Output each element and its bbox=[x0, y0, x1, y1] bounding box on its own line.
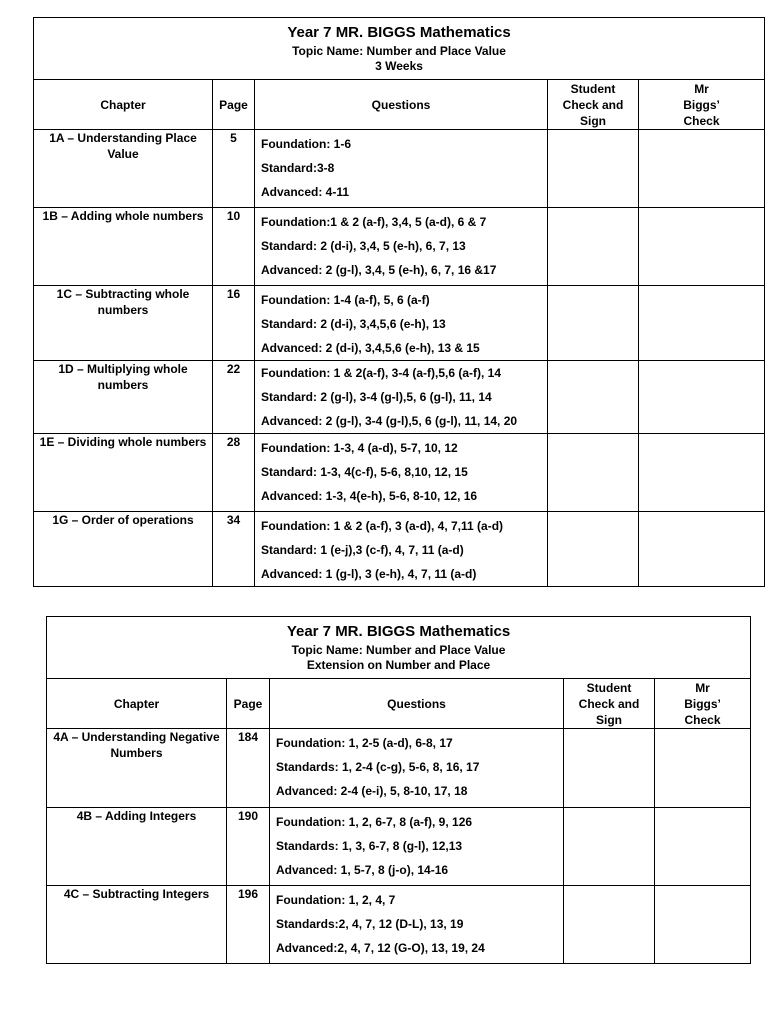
questions-cell bbox=[270, 808, 564, 886]
student-check-box[interactable] bbox=[548, 208, 639, 286]
header-teacher-check-line-3: Check bbox=[684, 712, 721, 727]
questions-cell bbox=[255, 286, 548, 361]
header-student-check-line-1: Student bbox=[586, 680, 632, 695]
standard-questions: Standard: 2 (d-i), 3,4,5,6 (e-h), 13 bbox=[261, 317, 446, 331]
header-teacher-check-line-2: Biggs’ bbox=[684, 696, 721, 711]
table-row bbox=[34, 512, 765, 587]
foundation-questions: Foundation: 1 & 2(a-f), 3-4 (a-f),5,6 (a-f), 14 bbox=[261, 366, 502, 380]
advanced-questions: Advanced: 2 (g-l), 3-4 (g-l),5, 6 (g-l), 11, 14, 20 bbox=[261, 414, 518, 428]
advanced-questions: Advanced: 4-11 bbox=[261, 185, 350, 199]
header-teacher-check bbox=[655, 679, 751, 729]
header-chapter: Chapter bbox=[47, 679, 227, 729]
table-row bbox=[34, 434, 765, 512]
header-row bbox=[47, 679, 751, 729]
chapter-cell: 1C – Subtracting whole numbers bbox=[34, 286, 213, 361]
standard-questions: Standard:3-8 bbox=[261, 161, 335, 175]
page-cell: 16 bbox=[213, 286, 255, 361]
table-row bbox=[34, 130, 765, 208]
teacher-check-box[interactable] bbox=[655, 808, 751, 886]
header-student-check-line-2: Check and bbox=[562, 97, 624, 112]
standard-questions: Standard: 1-3, 4(c-f), 5-6, 8,10, 12, 15 bbox=[261, 465, 468, 479]
table-row bbox=[47, 808, 751, 886]
foundation-questions: Foundation: 1-4 (a-f), 5, 6 (a-f) bbox=[261, 293, 430, 307]
header-student-check-line-3: Sign bbox=[596, 712, 622, 727]
standard-questions: Standards: 1, 3, 6-7, 8 (g-l), 12,13 bbox=[276, 839, 463, 853]
page-cell: 22 bbox=[213, 361, 255, 434]
header-teacher-check-line-1: Mr bbox=[694, 81, 709, 96]
page-cell: 5 bbox=[213, 130, 255, 208]
student-check-box[interactable] bbox=[548, 434, 639, 512]
title-cell bbox=[47, 617, 751, 679]
header-student-check-line-3: Sign bbox=[580, 113, 606, 128]
header-student-check bbox=[548, 80, 639, 130]
teacher-check-box[interactable] bbox=[655, 886, 751, 964]
teacher-check-box[interactable] bbox=[639, 512, 765, 587]
header-questions: Questions bbox=[255, 80, 548, 130]
topic-extension: Extension on Number and Place bbox=[306, 658, 491, 672]
teacher-check-box[interactable] bbox=[639, 361, 765, 434]
student-check-box[interactable] bbox=[548, 361, 639, 434]
header-chapter: Chapter bbox=[34, 80, 213, 130]
table-row bbox=[34, 286, 765, 361]
title-cell bbox=[34, 18, 765, 80]
sheet-title: Year 7 MR. BIGGS Mathematics bbox=[286, 623, 511, 640]
foundation-questions: Foundation: 1, 2, 4, 7 bbox=[276, 893, 396, 907]
teacher-check-box[interactable] bbox=[639, 434, 765, 512]
header-teacher-check bbox=[639, 80, 765, 130]
page-cell: 28 bbox=[213, 434, 255, 512]
foundation-questions: Foundation: 1-3, 4 (a-d), 5-7, 10, 12 bbox=[261, 441, 458, 455]
chapter-cell: 4C – Subtracting Integers bbox=[47, 886, 227, 964]
advanced-questions: Advanced: 2-4 (e-i), 5, 8-10, 17, 18 bbox=[276, 784, 468, 798]
teacher-check-box[interactable] bbox=[655, 729, 751, 808]
chapter-cell: 1E – Dividing whole numbers bbox=[34, 434, 213, 512]
page-cell: 190 bbox=[227, 808, 270, 886]
page-cell: 10 bbox=[213, 208, 255, 286]
worksheet-table-2 bbox=[46, 616, 751, 964]
chapter-cell: 1B – Adding whole numbers bbox=[34, 208, 213, 286]
advanced-questions: Advanced: 1, 5-7, 8 (j-o), 14-16 bbox=[276, 863, 449, 877]
topic-duration: 3 Weeks bbox=[375, 59, 423, 73]
advanced-questions: Advanced: 2 (d-i), 3,4,5,6 (e-h), 13 & 15 bbox=[261, 341, 480, 355]
chapter-cell: 1D – Multiplying whole numbers bbox=[34, 361, 213, 434]
sheet-title: Year 7 MR. BIGGS Mathematics bbox=[287, 24, 511, 41]
questions-cell bbox=[255, 130, 548, 208]
page-cell: 34 bbox=[213, 512, 255, 587]
header-page: Page bbox=[213, 80, 255, 130]
teacher-check-box[interactable] bbox=[639, 208, 765, 286]
questions-cell bbox=[255, 208, 548, 286]
chapter-cell: 4A – Understanding Negative Numbers bbox=[47, 729, 227, 808]
title-row bbox=[34, 18, 765, 80]
topic-name: Topic Name: Number and Place Value bbox=[292, 44, 506, 58]
foundation-questions: Foundation: 1 & 2 (a-f), 3 (a-d), 4, 7,11 (a-d) bbox=[261, 519, 504, 533]
standard-questions: Standard: 2 (g-l), 3-4 (g-l),5, 6 (g-l), 11, 14 bbox=[261, 390, 492, 404]
questions-cell bbox=[270, 886, 564, 964]
table-row bbox=[34, 361, 765, 434]
topic-name: Topic Name: Number and Place Value bbox=[291, 643, 506, 657]
worksheet-table-1 bbox=[33, 17, 765, 587]
teacher-check-box[interactable] bbox=[639, 130, 765, 208]
foundation-questions: Foundation: 1-6 bbox=[261, 137, 351, 151]
header-student-check-line-2: Check and bbox=[578, 696, 640, 711]
advanced-questions: Advanced:2, 4, 7, 12 (G-O), 13, 19, 24 bbox=[276, 941, 485, 955]
page-cell: 196 bbox=[227, 886, 270, 964]
foundation-questions: Foundation: 1, 2-5 (a-d), 6-8, 17 bbox=[276, 736, 453, 750]
student-check-box[interactable] bbox=[564, 729, 655, 808]
header-teacher-check-line-2: Biggs’ bbox=[683, 97, 720, 112]
header-student-check bbox=[564, 679, 655, 729]
questions-cell bbox=[255, 434, 548, 512]
header-student-check-line-1: Student bbox=[570, 81, 616, 96]
standard-questions: Standard: 2 (d-i), 3,4, 5 (e-h), 6, 7, 13 bbox=[261, 239, 466, 253]
title-row bbox=[47, 617, 751, 679]
page-cell: 184 bbox=[227, 729, 270, 808]
header-page: Page bbox=[227, 679, 270, 729]
standard-questions: Standards:2, 4, 7, 12 (D-L), 13, 19 bbox=[276, 917, 464, 931]
table-row bbox=[47, 729, 751, 808]
questions-cell bbox=[255, 361, 548, 434]
chapter-cell: 1A – Understanding Place Value bbox=[34, 130, 213, 208]
foundation-questions: Foundation:1 & 2 (a-f), 3,4, 5 (a-d), 6 & 7 bbox=[261, 215, 487, 229]
standard-questions: Standard: 1 (e-j),3 (c-f), 4, 7, 11 (a-d) bbox=[261, 543, 464, 557]
standard-questions: Standards: 1, 2-4 (c-g), 5-6, 8, 16, 17 bbox=[276, 760, 480, 774]
header-row bbox=[34, 80, 765, 130]
header-teacher-check-line-1: Mr bbox=[695, 680, 710, 695]
header-teacher-check-line-3: Check bbox=[683, 113, 720, 128]
student-check-box[interactable] bbox=[548, 130, 639, 208]
student-check-box[interactable] bbox=[564, 886, 655, 964]
advanced-questions: Advanced: 2 (g-l), 3,4, 5 (e-h), 6, 7, 16 &17 bbox=[261, 263, 497, 277]
table-row bbox=[34, 208, 765, 286]
teacher-check-box[interactable] bbox=[639, 286, 765, 361]
chapter-cell: 1G – Order of operations bbox=[34, 512, 213, 587]
student-check-box[interactable] bbox=[548, 286, 639, 361]
foundation-questions: Foundation: 1, 2, 6-7, 8 (a-f), 9, 126 bbox=[276, 815, 473, 829]
student-check-box[interactable] bbox=[564, 808, 655, 886]
student-check-box[interactable] bbox=[548, 512, 639, 587]
table-row bbox=[47, 886, 751, 964]
header-questions: Questions bbox=[270, 679, 564, 729]
questions-cell bbox=[270, 729, 564, 808]
advanced-questions: Advanced: 1-3, 4(e-h), 5-6, 8-10, 12, 16 bbox=[261, 489, 478, 503]
advanced-questions: Advanced: 1 (g-l), 3 (e-h), 4, 7, 11 (a-d) bbox=[261, 567, 477, 581]
chapter-cell: 4B – Adding Integers bbox=[47, 808, 227, 886]
questions-cell bbox=[255, 512, 548, 587]
